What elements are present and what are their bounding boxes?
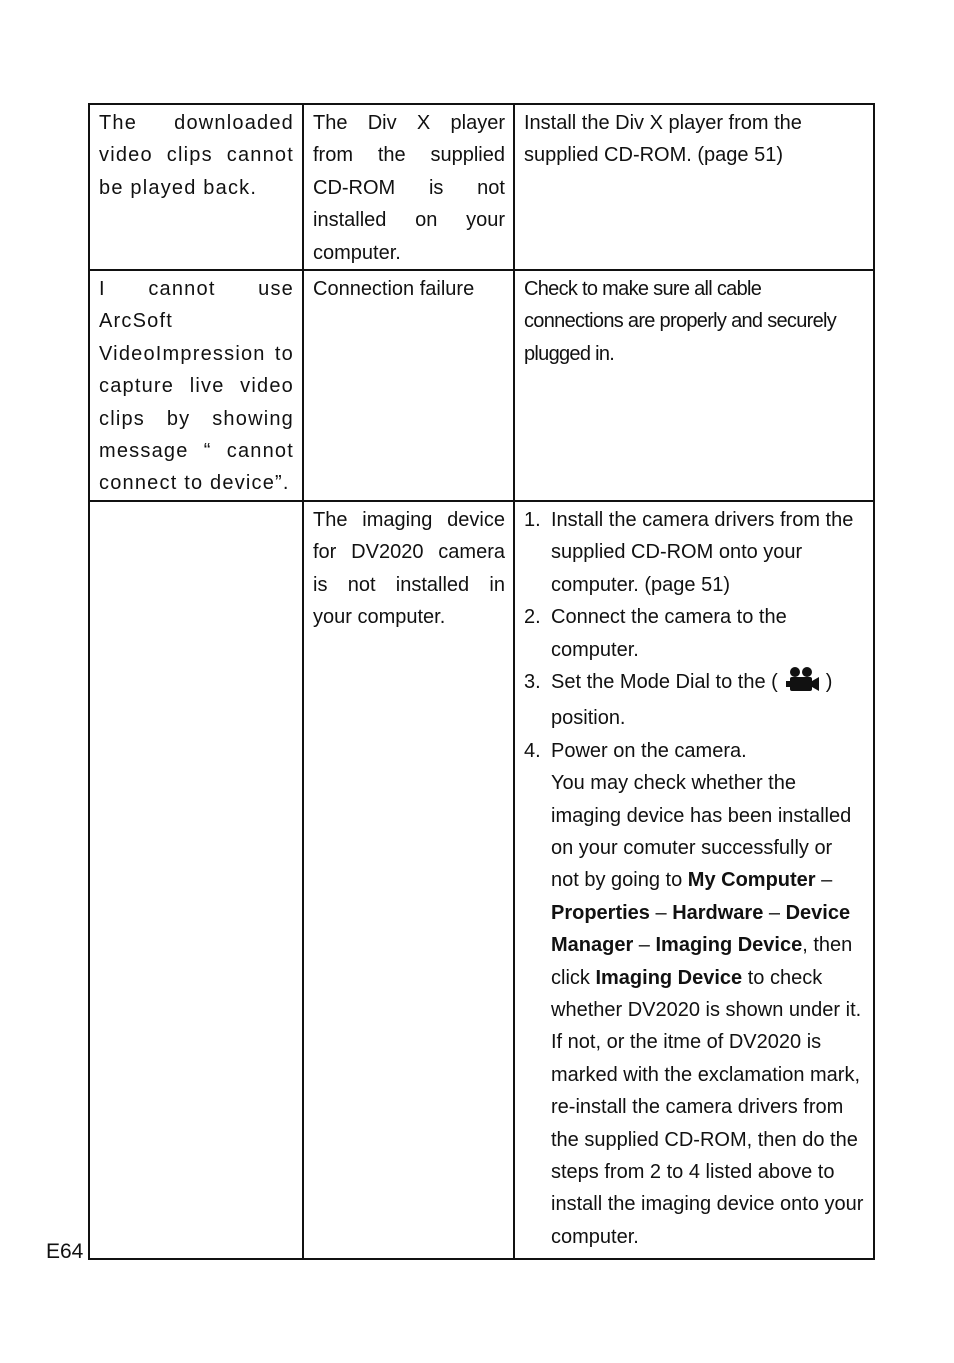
table-row [89,270,874,501]
problem-cell [89,501,303,1259]
table-row [89,104,874,270]
step-text: Power on the camera. [551,739,747,762]
list-item [524,601,865,666]
problem-cell: I cannot use ArcSoft VideoImpression to capture live video clips by showing message “ cannot connect to device”. [89,270,303,501]
video-camera-icon [786,666,820,702]
solution-steps [524,504,865,767]
note-sep: – [649,901,673,924]
cause-cell: The Div X player from the supplied CD-ROM is not installed on your computer. [303,104,514,270]
problem-cell: The downloaded video clips cannot be played back. [89,104,303,270]
troubleshooting-table [88,103,875,1260]
solution-cell [514,501,874,1259]
step-text-cont: position. [551,707,626,730]
solution-cell: Install the Div X player from the supplied CD-ROM. (page 51) [514,104,874,270]
note-text: to check whether DV2020 is shown under it. If not, or the itme of DV2020 is marked with the exclamation mark, re-install the camera drivers from the supplied CD-ROM, then do the steps from 2 to 4 listed above to install the imaging device onto your computer. [551,966,864,1248]
step-number: 4. [524,739,541,762]
note-sep: – [633,934,656,957]
note-text: , then click [551,934,853,989]
note-bold: Imaging Device [655,934,803,957]
cause-cell: Connection failure [303,270,514,501]
note-sep: – [763,901,786,924]
solution-cell: Check to make sure all cable connections are properly and securely plugged in. [514,270,874,501]
list-item [524,666,865,735]
step-text-after: ) [825,670,833,693]
step-text [551,666,865,735]
note-bold: Properties [551,901,650,924]
step-text-before: Set the Mode Dial to the ( [551,670,778,693]
step-text: Connect the camera to the computer. [551,606,787,661]
list-item [524,504,865,601]
table-row [89,501,874,1259]
note-paragraph [524,767,865,1253]
step-number: 2. [524,606,541,629]
note-sep: – [815,869,833,892]
list-item [524,735,865,767]
note-text: You may check whether the imaging device has been installed on your comuter successfully or not by going to [551,772,852,892]
step-number: 3. [524,670,541,693]
note-bold: Imaging Device [595,966,743,989]
cause-cell: The imaging device for DV2020 camera is not installed in your computer. [303,501,514,1259]
note-bold: My Computer [687,869,816,892]
step-number: 1. [524,508,541,531]
page-number: E64 [46,1240,84,1263]
note-bold: Device Manager [551,901,851,957]
step-text: Install the camera drivers from the supplied CD-ROM onto your computer. (page 51) [551,508,854,596]
note-bold: Hardware [672,901,764,924]
